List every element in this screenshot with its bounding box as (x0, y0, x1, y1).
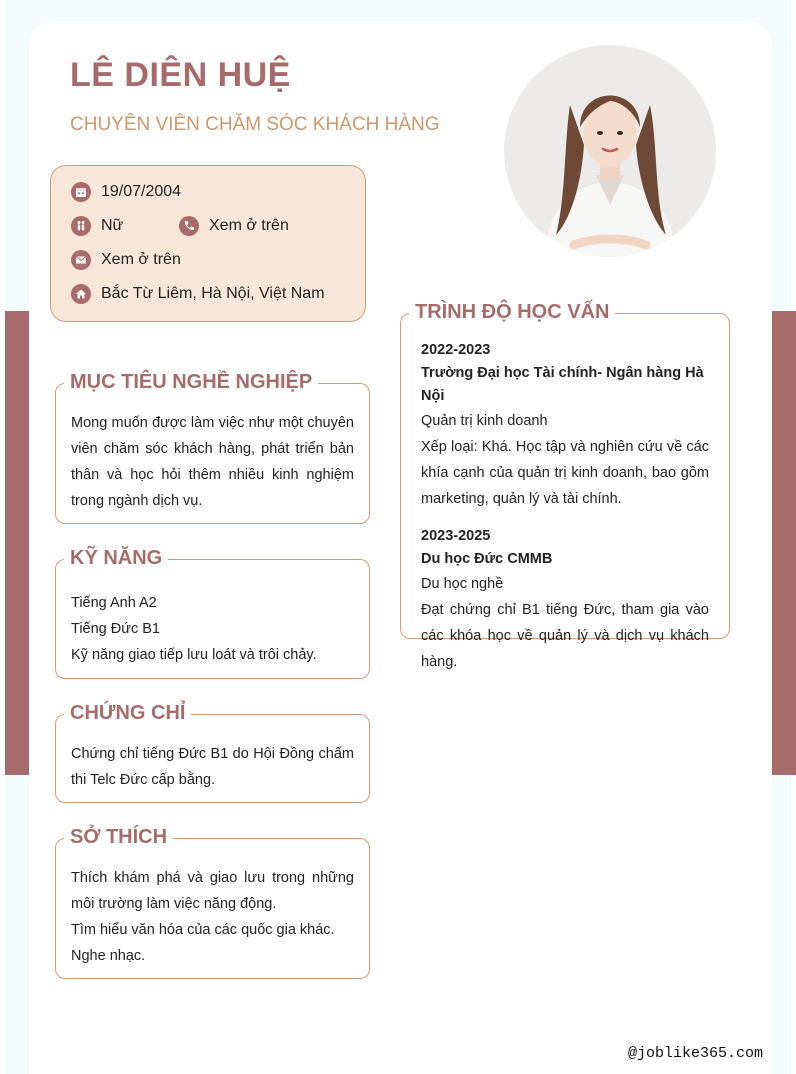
education-years: 2023-2025 (421, 528, 491, 544)
hobby-item: Nghe nhạc. (71, 948, 146, 964)
objective-title: MỤC TIÊU NGHỀ NGHIỆP (64, 369, 318, 395)
education-entry (421, 339, 709, 512)
birthday-value: 19/07/2004 (101, 183, 182, 200)
gender-row (71, 216, 123, 236)
watermark: @joblike365.com (628, 1045, 764, 1062)
candidate-name: LÊ DIÊN HUỆ (70, 56, 291, 94)
education-details: Đạt chứng chỉ B1 tiếng Đức, tham gia vào các khóa học về quản lý và dịch vụ khách hàng. (421, 602, 709, 670)
skill-item: Tiếng Anh A2 (71, 595, 157, 611)
phone-value: Xem ở trên (209, 217, 289, 234)
objective-text: Mong muốn được làm việc như một chuyên viên chăm sóc khách hàng, phát triển bản thân và học hỏi thêm nhiều kinh nghiệm trong ngành dịch vụ. (71, 415, 354, 509)
hobbies-title: SỞ THÍCH (64, 824, 173, 850)
envelope-icon (71, 250, 91, 270)
certificates-text: Chứng chỉ tiếng Đức B1 do Hội Đồng chấm thi Telc Đức cấp bằng. (71, 746, 354, 788)
calendar-icon (71, 182, 91, 202)
gender-value: Nữ (101, 217, 124, 234)
education-years: 2022-2023 (421, 342, 491, 358)
hobbies-section (55, 826, 370, 979)
home-icon (71, 284, 91, 304)
skill-item: Tiếng Đức B1 (71, 621, 160, 637)
address-value: Bắc Từ Liêm, Hà Nội, Việt Nam (101, 285, 325, 302)
hobby-item: Thích khám phá và giao lưu trong những môi trường làm việc năng động. (71, 870, 354, 912)
education-major: Quản trị kinh doanh (421, 413, 548, 429)
gender-icon (71, 216, 91, 236)
education-details: Xếp loại: Khá. Học tập và nghiên cứu về các khía cạnh của quản trị kinh doanh, bao gồm marketing, quản lý và tài chính. (421, 439, 709, 507)
skill-item: Kỹ năng giao tiếp lưu loát và trôi chảy. (71, 647, 317, 663)
certificates-title: CHỨNG CHỈ (64, 700, 191, 726)
education-school: Trường Đại học Tài chính- Ngân hàng Hà Nội (421, 365, 704, 404)
education-entry (421, 525, 709, 675)
left-accent-band (5, 311, 29, 775)
phone-row (179, 216, 289, 236)
address-row (71, 284, 325, 304)
education-school: Du học Đức CMMB (421, 551, 553, 567)
phone-icon (179, 216, 199, 236)
skills-title: KỸ NĂNG (64, 545, 168, 571)
objective-section (55, 371, 370, 524)
education-title: TRÌNH ĐỘ HỌC VẤN (409, 299, 615, 325)
right-accent-band (772, 311, 796, 775)
job-position: CHUYÊN VIÊN CHĂM SÓC KHÁCH HÀNG (70, 114, 440, 135)
education-section (400, 301, 730, 670)
certificates-section (55, 702, 370, 803)
email-row (71, 250, 181, 270)
skills-section (55, 547, 370, 679)
profile-photo (504, 45, 716, 257)
birthday-row (71, 182, 181, 202)
email-value: Xem ở trên (101, 251, 181, 268)
education-major: Du học nghề (421, 576, 504, 592)
hobby-item: Tìm hiểu văn hóa của các quốc gia khác. (71, 922, 335, 938)
